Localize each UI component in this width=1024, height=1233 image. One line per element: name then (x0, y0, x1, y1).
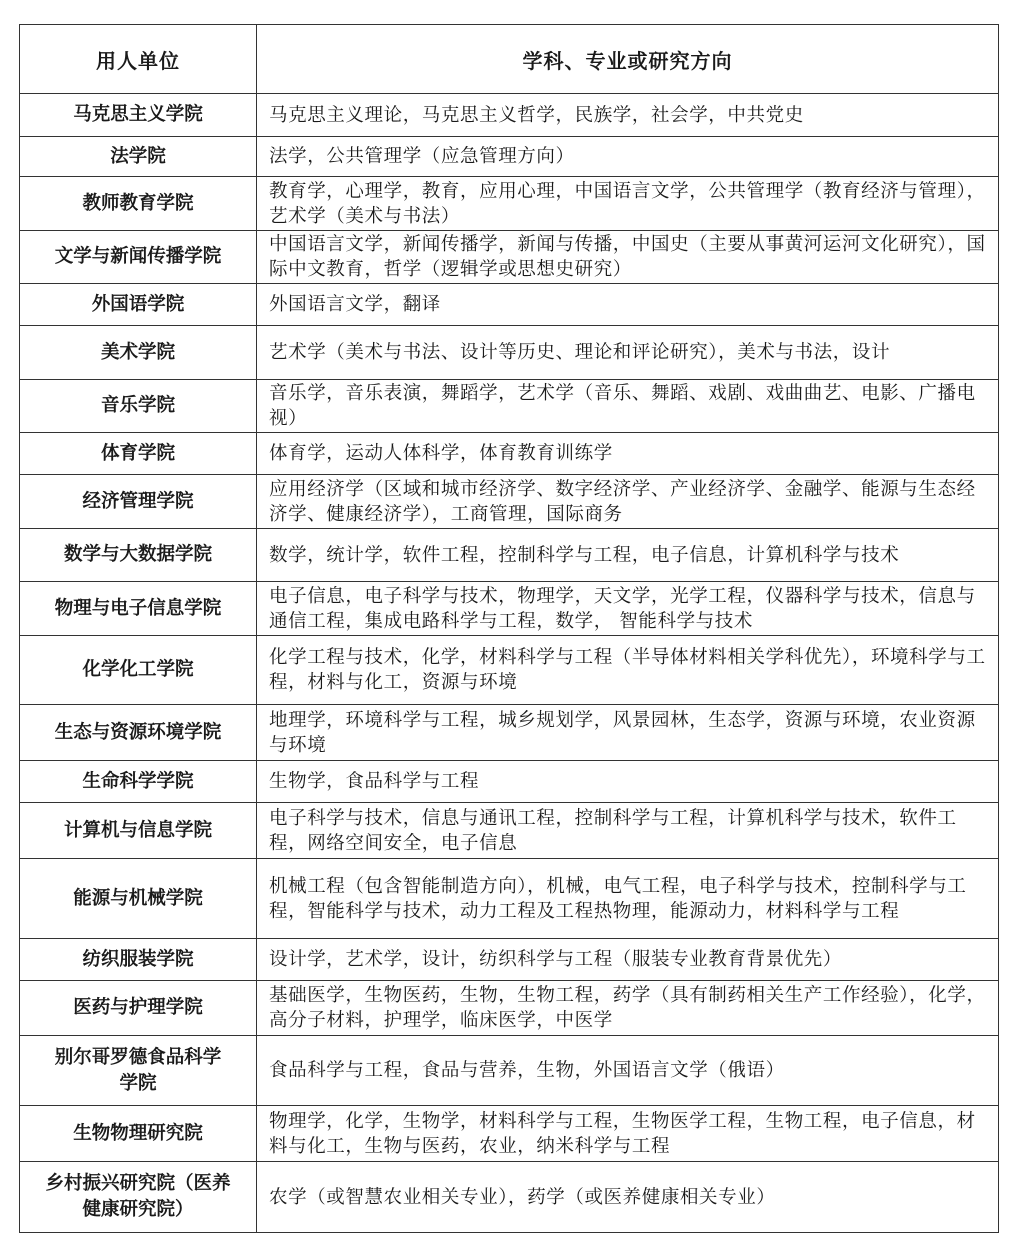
discipline-cell: 农学（或智慧农业相关专业），药学（或医养健康相关专业） (257, 1162, 999, 1233)
table-header-row (20, 25, 999, 94)
employer-cell: 文学与新闻传播学院 (20, 231, 257, 284)
employer-cell: 数学与大数据学院 (20, 529, 257, 582)
table-row (20, 981, 999, 1036)
discipline-cell: 物理学，化学，生物学，材料科学与工程，生物医学工程，生物工程，电子信息，材料与化工，生物与医药，农业，纳米科学与工程 (257, 1106, 999, 1162)
table-row (20, 380, 999, 433)
discipline-cell: 音乐学，音乐表演，舞蹈学，艺术学（音乐、舞蹈、戏剧、戏曲曲艺、电影、广播电视） (257, 380, 999, 433)
table-row (20, 94, 999, 137)
employer-cell: 别尔哥罗德食品科学学院 (20, 1036, 257, 1106)
table-row (20, 1036, 999, 1106)
discipline-cell: 法学，公共管理学（应急管理方向） (257, 137, 999, 177)
employer-cell: 纺织服装学院 (20, 939, 257, 981)
header-discipline: 学科、专业或研究方向 (257, 25, 999, 94)
discipline-cell: 基础医学，生物医药，生物，生物工程，药学（具有制药相关生产工作经验），化学，高分子材料，护理学，临床医学，中医学 (257, 981, 999, 1036)
table-row (20, 433, 999, 475)
discipline-cell: 设计学，艺术学，设计，纺织科学与工程（服装专业教育背景优先） (257, 939, 999, 981)
recruitment-table-container (19, 24, 998, 1233)
discipline-cell: 机械工程（包含智能制造方向），机械，电气工程，电子科学与技术，控制科学与工程，智能科学与技术，动力工程及工程热物理，能源动力，材料科学与工程 (257, 859, 999, 939)
discipline-cell: 外国语言文学，翻译 (257, 284, 999, 326)
discipline-cell: 电子科学与技术，信息与通讯工程，控制科学与工程，计算机科学与技术，软件工程，网络空间安全，电子信息 (257, 803, 999, 859)
discipline-cell: 食品科学与工程，食品与营养，生物，外国语言文学（俄语） (257, 1036, 999, 1106)
table-row (20, 326, 999, 380)
employer-cell: 物理与电子信息学院 (20, 582, 257, 636)
discipline-cell: 数学，统计学，软件工程，控制科学与工程，电子信息，计算机科学与技术 (257, 529, 999, 582)
table-row (20, 475, 999, 529)
employer-cell: 体育学院 (20, 433, 257, 475)
discipline-cell: 体育学，运动人体科学，体育教育训练学 (257, 433, 999, 475)
employer-cell: 生态与资源环境学院 (20, 705, 257, 761)
table-row (20, 582, 999, 636)
table-row (20, 1106, 999, 1162)
employer-cell: 教师教育学院 (20, 177, 257, 231)
table-row (20, 859, 999, 939)
employer-cell: 经济管理学院 (20, 475, 257, 529)
employer-cell: 生物物理研究院 (20, 1106, 257, 1162)
employer-cell: 音乐学院 (20, 380, 257, 433)
employer-cell: 美术学院 (20, 326, 257, 380)
table-row (20, 529, 999, 582)
discipline-cell: 中国语言文学，新闻传播学，新闻与传播，中国史（主要从事黄河运河文化研究），国际中文教育，哲学（逻辑学或思想史研究） (257, 231, 999, 284)
table-row (20, 284, 999, 326)
table-row (20, 636, 999, 705)
discipline-cell: 化学工程与技术，化学，材料科学与工程（半导体材料相关学科优先），环境科学与工程，材料与化工，资源与环境 (257, 636, 999, 705)
employer-cell: 乡村振兴研究院（医养健康研究院） (20, 1162, 257, 1233)
employer-cell: 法学院 (20, 137, 257, 177)
employer-cell: 医药与护理学院 (20, 981, 257, 1036)
discipline-cell: 马克思主义理论，马克思主义哲学，民族学，社会学，中共党史 (257, 94, 999, 137)
employer-cell: 外国语学院 (20, 284, 257, 326)
employer-cell: 生命科学学院 (20, 761, 257, 803)
employer-cell: 能源与机械学院 (20, 859, 257, 939)
employer-cell: 计算机与信息学院 (20, 803, 257, 859)
discipline-cell: 应用经济学（区域和城市经济学、数字经济学、产业经济学、金融学、能源与生态经济学、健康经济学），工商管理，国际商务 (257, 475, 999, 529)
table-row (20, 231, 999, 284)
discipline-cell: 艺术学（美术与书法、设计等历史、理论和评论研究），美术与书法，设计 (257, 326, 999, 380)
table-row (20, 803, 999, 859)
discipline-cell: 教育学，心理学，教育，应用心理，中国语言文学，公共管理学（教育经济与管理），艺术学（美术与书法） (257, 177, 999, 231)
discipline-cell: 地理学，环境科学与工程，城乡规划学，风景园林，生态学，资源与环境，农业资源与环境 (257, 705, 999, 761)
recruitment-table (19, 24, 999, 1233)
employer-cell: 马克思主义学院 (20, 94, 257, 137)
table-row (20, 705, 999, 761)
table-row (20, 939, 999, 981)
employer-cell: 化学化工学院 (20, 636, 257, 705)
discipline-cell: 电子信息，电子科学与技术，物理学，天文学，光学工程，仪器科学与技术，信息与通信工程，集成电路科学与工程，数学， 智能科学与技术 (257, 582, 999, 636)
table-row (20, 177, 999, 231)
discipline-cell: 生物学，食品科学与工程 (257, 761, 999, 803)
header-employer: 用人单位 (20, 25, 257, 94)
table-row (20, 137, 999, 177)
table-row (20, 1162, 999, 1233)
table-row (20, 761, 999, 803)
